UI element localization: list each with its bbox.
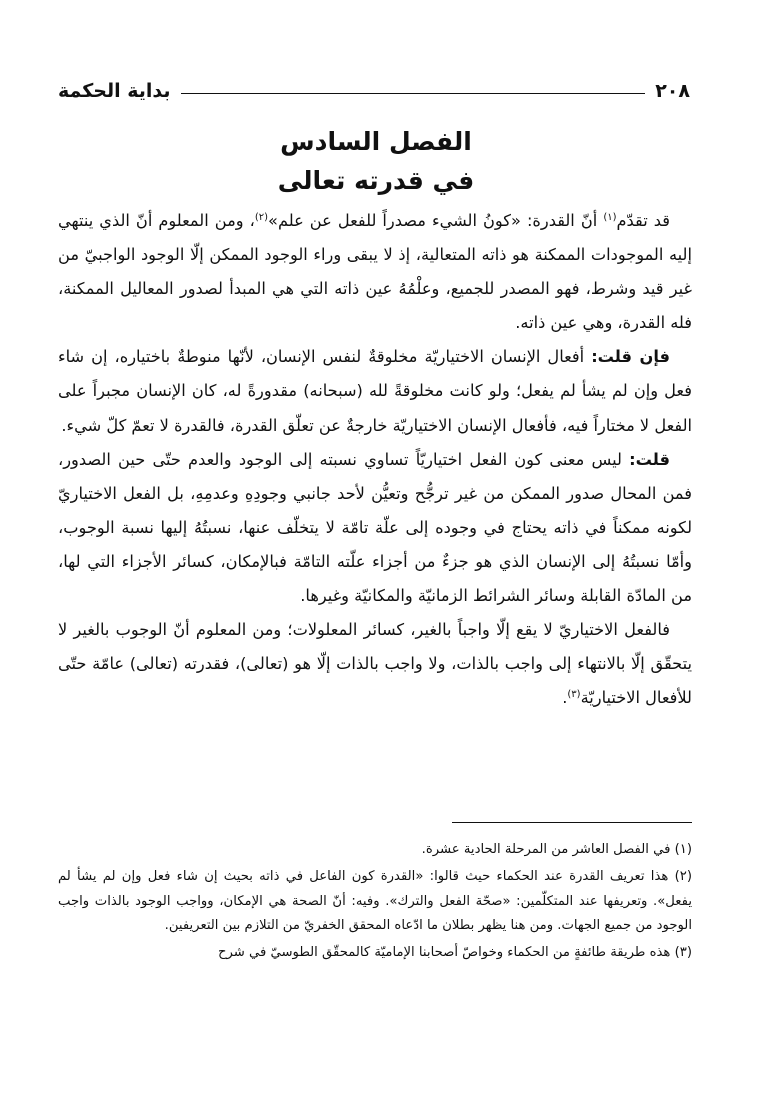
chapter-subtitle: في قدرته تعالى [277, 166, 475, 195]
paragraph-text: فالفعل الاختياريّ لا يقع إلّا واجباً بالغير، كسائر المعلولات؛ ومن المعلوم أنّ الوجوب بالغير لا يتحقّق إلّا بالانتهاء إلى واجب بالذات، ولا واجب بالذات إلّا هو (تعالى)، فقدرته (تعالى) عامّة حتّى للأفعال الاختياريّة [58, 620, 692, 708]
footnote [58, 941, 692, 965]
footnote-ref: (٣) [567, 689, 581, 701]
footnote [58, 865, 692, 938]
footnotes [58, 838, 692, 968]
paragraph-text: ، ومن المعلوم أنّ الذي ينتهي إليه الموجودات الممكنة هو ذاته المتعالية، إذ لا يبقى وراء الوجود الممكن إلّا الوجود الواجبيّ من غير قيد وشرط، فهو المصدر للجميع، وعلْمُهُ عين ذاته التي هي المبدأ لصدور المعاليل الممكنة، فله القدرة، وهي عين ذاته. [58, 211, 692, 333]
body-text [58, 204, 692, 715]
footnote-separator [452, 822, 692, 823]
footnote-ref: (٢) [254, 212, 269, 223]
footnote-text: هذه طريقة طائفةٍ من الحكماء وخواصّ أصحابنا الإماميّة كالمحقّق الطوسيّ في شرح [217, 945, 671, 961]
page-number: ٢٠٨ [655, 80, 690, 102]
footnote-marker: (٢) [674, 869, 692, 885]
footnote-ref: (١) [603, 212, 617, 223]
paragraph [58, 613, 692, 715]
paragraph [58, 204, 692, 340]
footnote-text: في الفصل العاشر من المرحلة الحادية عشرة. [421, 842, 671, 857]
paragraph [58, 443, 692, 613]
footnote-marker: (١) [674, 842, 692, 857]
paragraph-text: . [562, 688, 568, 708]
footnote-marker: (٣) [674, 945, 692, 961]
running-header [58, 78, 690, 104]
paragraph [58, 340, 692, 442]
footnote-text: هذا تعريف القدرة عند الحكماء حيث قالوا: «القدرة كون الفاعل في ذاته بحيث إن شاء فعل وإن لم يشأ لم يفعل». وتعريفها عند المتكلّمين: «صحّة الفعل والترك». وفيه: أنّ الصحة هي الإمكان، وواجب الوجود بالذات واجب الوجود من جميع الجهات. ومن هنا يظهر بطلان ما ادّعاه المحقق الخفريّ من التلازم بين التعريفين. [58, 869, 692, 933]
reply-lead: قلت: [629, 449, 670, 469]
paragraph-text: أنّ القدرة: «كونُ الشيء مصدراً للفعل عن علم» [268, 211, 604, 230]
footnote [58, 838, 692, 862]
paragraph-text: ليس معنى كون الفعل اختياريّاً تساوي نسبته إلى الوجود والعدم حتّى حين الصدور، فمن المحال صدور الممكن من غير ترجُّح وتعيُّن لأحد جانبي وجودِهِ وعدمِهِ، بل الفعل الاختياريّ لكونه ممكناً في ذاته يحتاج في وجوده إلى علّة تامّة لا يتخلّف عنها، نسبتُهُ إليها نسبة الوجوب، وأمّا نسبتُهُ إلى الإنسان الذي هو جزءٌ من أجزاء علّته التامّة فبالإمكان، كسائر الأجزاء التي لها، من المادّة القابلة وسائر الشرائط الزمانيّة والمكانيّة وغيرها. [58, 449, 692, 606]
objection-lead: فإن قلت: [591, 347, 670, 367]
header-rule [181, 93, 646, 94]
chapter-title: الفصل السادس [280, 127, 472, 156]
book-title: بداية الحكمة [58, 80, 171, 102]
paragraph-text: أفعال الإنسان الاختياريّة مخلوقةٌ لنفس الإنسان، لأنّها منوطةٌ باختياره، إن شاء فعل وإن لم يشأ لم يفعل؛ ولو كانت مخلوقةً لله (سبحانه) مقدورةً له، كان الإنسان مجبراً على الفعل لا مختاراً فيه، فأفعال الإنسان الاختياريّة خارجةٌ عن تعلّق القدرة، فالقدرة لا تعمّ كلّ شيء. [58, 347, 692, 435]
paragraph-text: قد تقدّم [616, 211, 671, 230]
